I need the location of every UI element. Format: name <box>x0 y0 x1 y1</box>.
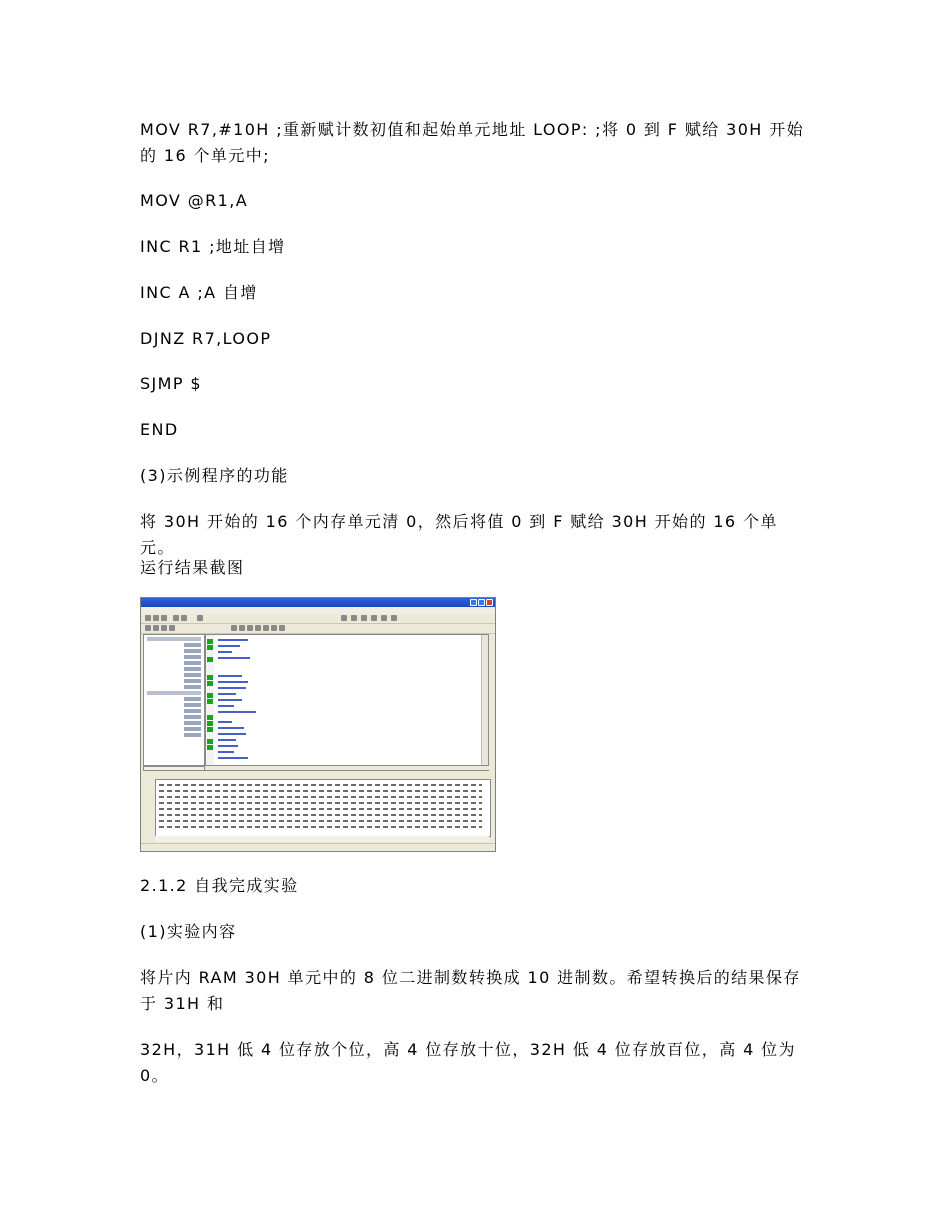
experiment-description-1: 将片内 RAM 30H 单元中的 8 位二进制数转换成 10 进制数。希望转换后的结果保存于 31H 和 <box>140 968 801 1013</box>
code-line-djnz: DJNZ R7,LOOP <box>140 329 272 348</box>
screenshot-toolbar-1 <box>141 614 495 624</box>
memory-window <box>155 779 491 837</box>
screenshot-statusbar <box>141 843 495 851</box>
code-line-end: END <box>140 420 179 439</box>
screenshot-menubar <box>141 607 495 614</box>
experiment-description-2: 32H，31H 低 4 位存放个位，高 4 位存放十位，32H 低 4 位存放百位，高 4 位为 0。 <box>140 1040 796 1085</box>
function-description: 将 30H 开始的 16 个内存单元清 0，然后将值 0 到 F 赋给 30H 开始的 16 个单元。 <box>140 512 778 557</box>
code-line-inc-r1: INC R1 ;地址自增 <box>140 237 286 256</box>
screenshot-titlebar <box>141 598 495 607</box>
maximize-icon <box>478 599 485 606</box>
section-heading-self-experiment: 2.1.2 自我完成实验 <box>140 876 299 895</box>
code-line-inc-a: INC A ;A 自增 <box>140 283 258 302</box>
code-line-sjmp: SJMP $ <box>140 374 202 393</box>
run-result-screenshot <box>140 597 496 852</box>
memory-window-header <box>143 770 489 779</box>
code-editor-pane <box>205 634 489 766</box>
memory-tabs <box>155 836 489 842</box>
minimize-icon <box>470 599 477 606</box>
section-heading-content: (1)实验内容 <box>140 922 237 941</box>
register-pane <box>143 634 205 766</box>
screenshot-caption: 运行结果截图 <box>140 558 245 577</box>
screenshot-toolbar-2 <box>141 624 495 634</box>
close-icon <box>486 599 493 606</box>
code-line-mov-r7: MOV R7,#10H ;重新赋计数初值和起始单元地址 LOOP: ;将 0 到 F 赋给 30H 开始的 16 个单元中; <box>140 120 805 165</box>
code-line-mov-r1: MOV @R1,A <box>140 191 249 210</box>
section-heading-function: (3)示例程序的功能 <box>140 466 289 485</box>
